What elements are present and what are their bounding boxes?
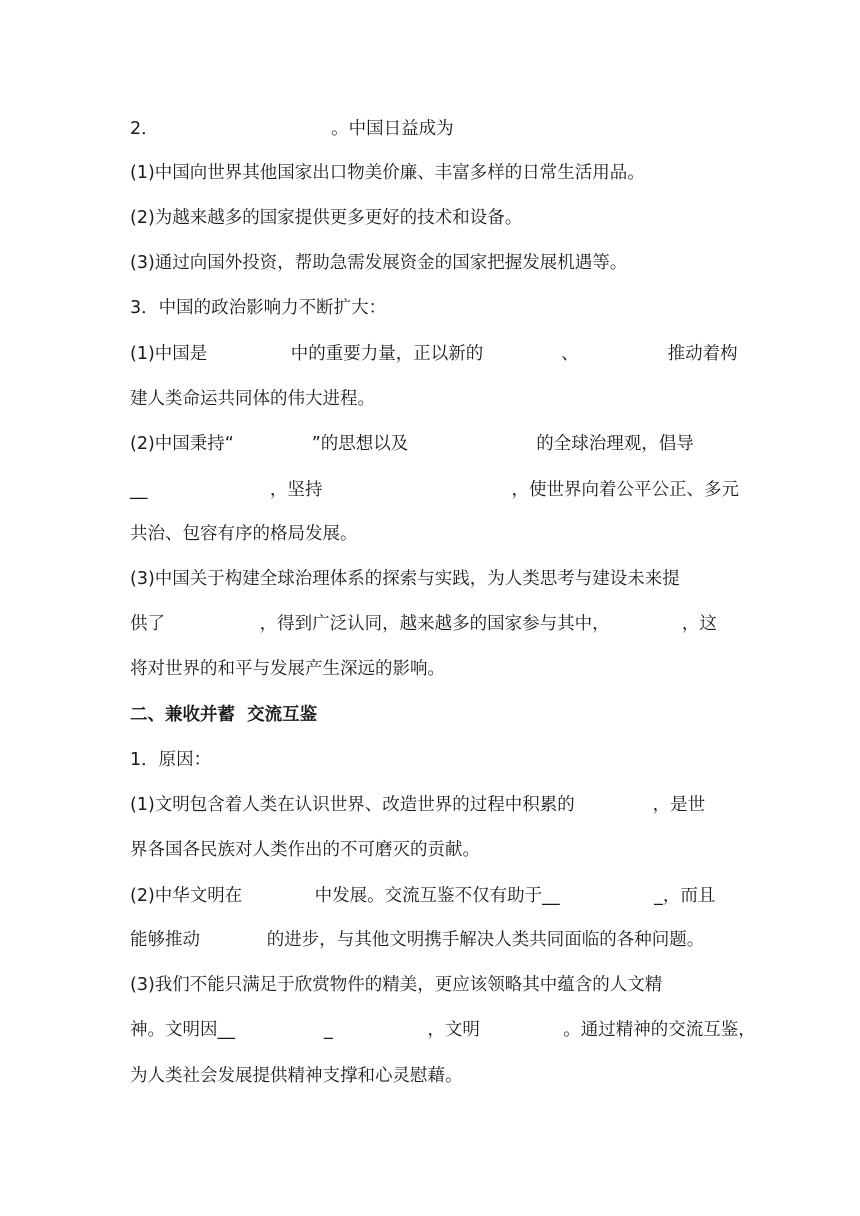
item-3-1-line-a: (1)中国是 中的重要力量，正以新的 、 推动着构 [130,344,738,364]
item-3-3-line-b: 供了 ，得到广泛认同，越来越多的国家参与其中， ，这 [130,614,717,634]
item-3-2-line-c: 共治、包容有序的格局发展。 [130,524,358,544]
item-2-line: 2． 。中国日益成为 [130,119,454,139]
item-3-1-line-b: 建人类命运共同体的伟大进程。 [130,389,375,409]
reason-1-line-a: (1)文明包含着人类在认识世界、改造世界的过程中积累的 ，是世 [130,795,706,815]
item-3-line: 3．中国的政治影响力不断扩大： [130,298,387,318]
reason-2-line-b: 能够推动 的进步，与其他文明携手解决人类共同面临的各种问题。 [130,930,705,950]
reason-3-line-c: 为人类社会发展提供精神支撑和心灵慰藉。 [130,1066,463,1086]
item-2-3-line: (3)通过向国外投资，帮助急需发展资金的国家把握发展机遇等。 [130,253,628,273]
item-3-3-line-a: (3)中国关于构建全球治理体系的探索与实践，为人类思考与建设未来提 [130,569,680,589]
reason-1-line-b: 界各国各民族对人类作出的不可磨灭的贡献。 [130,840,480,860]
item-3-2-line-a: (2)中国秉持“ ”的思想以及 的全球治理观，倡导 [130,434,694,454]
reason-line: 1．原因： [130,750,212,770]
reason-2-line-a: (2)中华文明在 中发展。交流互鉴不仅有助于__ _，而且 [130,886,716,906]
item-2-2-line: (2)为越来越多的国家提供更多更好的技术和设备。 [130,208,523,228]
item-2-1-line: (1)中国向世界其他国家出口物美价廉、丰富多样的日常生活用品。 [130,163,645,183]
item-3-3-line-c: 将对世界的和平与发展产生深远的影响。 [130,659,445,679]
reason-3-line-a: (3)我们不能只满足于欣赏物件的精美，更应该领略其中蕴含的人文精 [130,975,663,995]
item-3-2-line-b: __ ，坚持 ，使世界向着公平公正、多元 [130,480,740,500]
reason-3-line-b: 神。文明因__ _ ，文明 。通过精神的交流互鉴， [130,1020,756,1040]
section-heading: 二、兼收并蓄 交流互鉴 [130,705,318,725]
